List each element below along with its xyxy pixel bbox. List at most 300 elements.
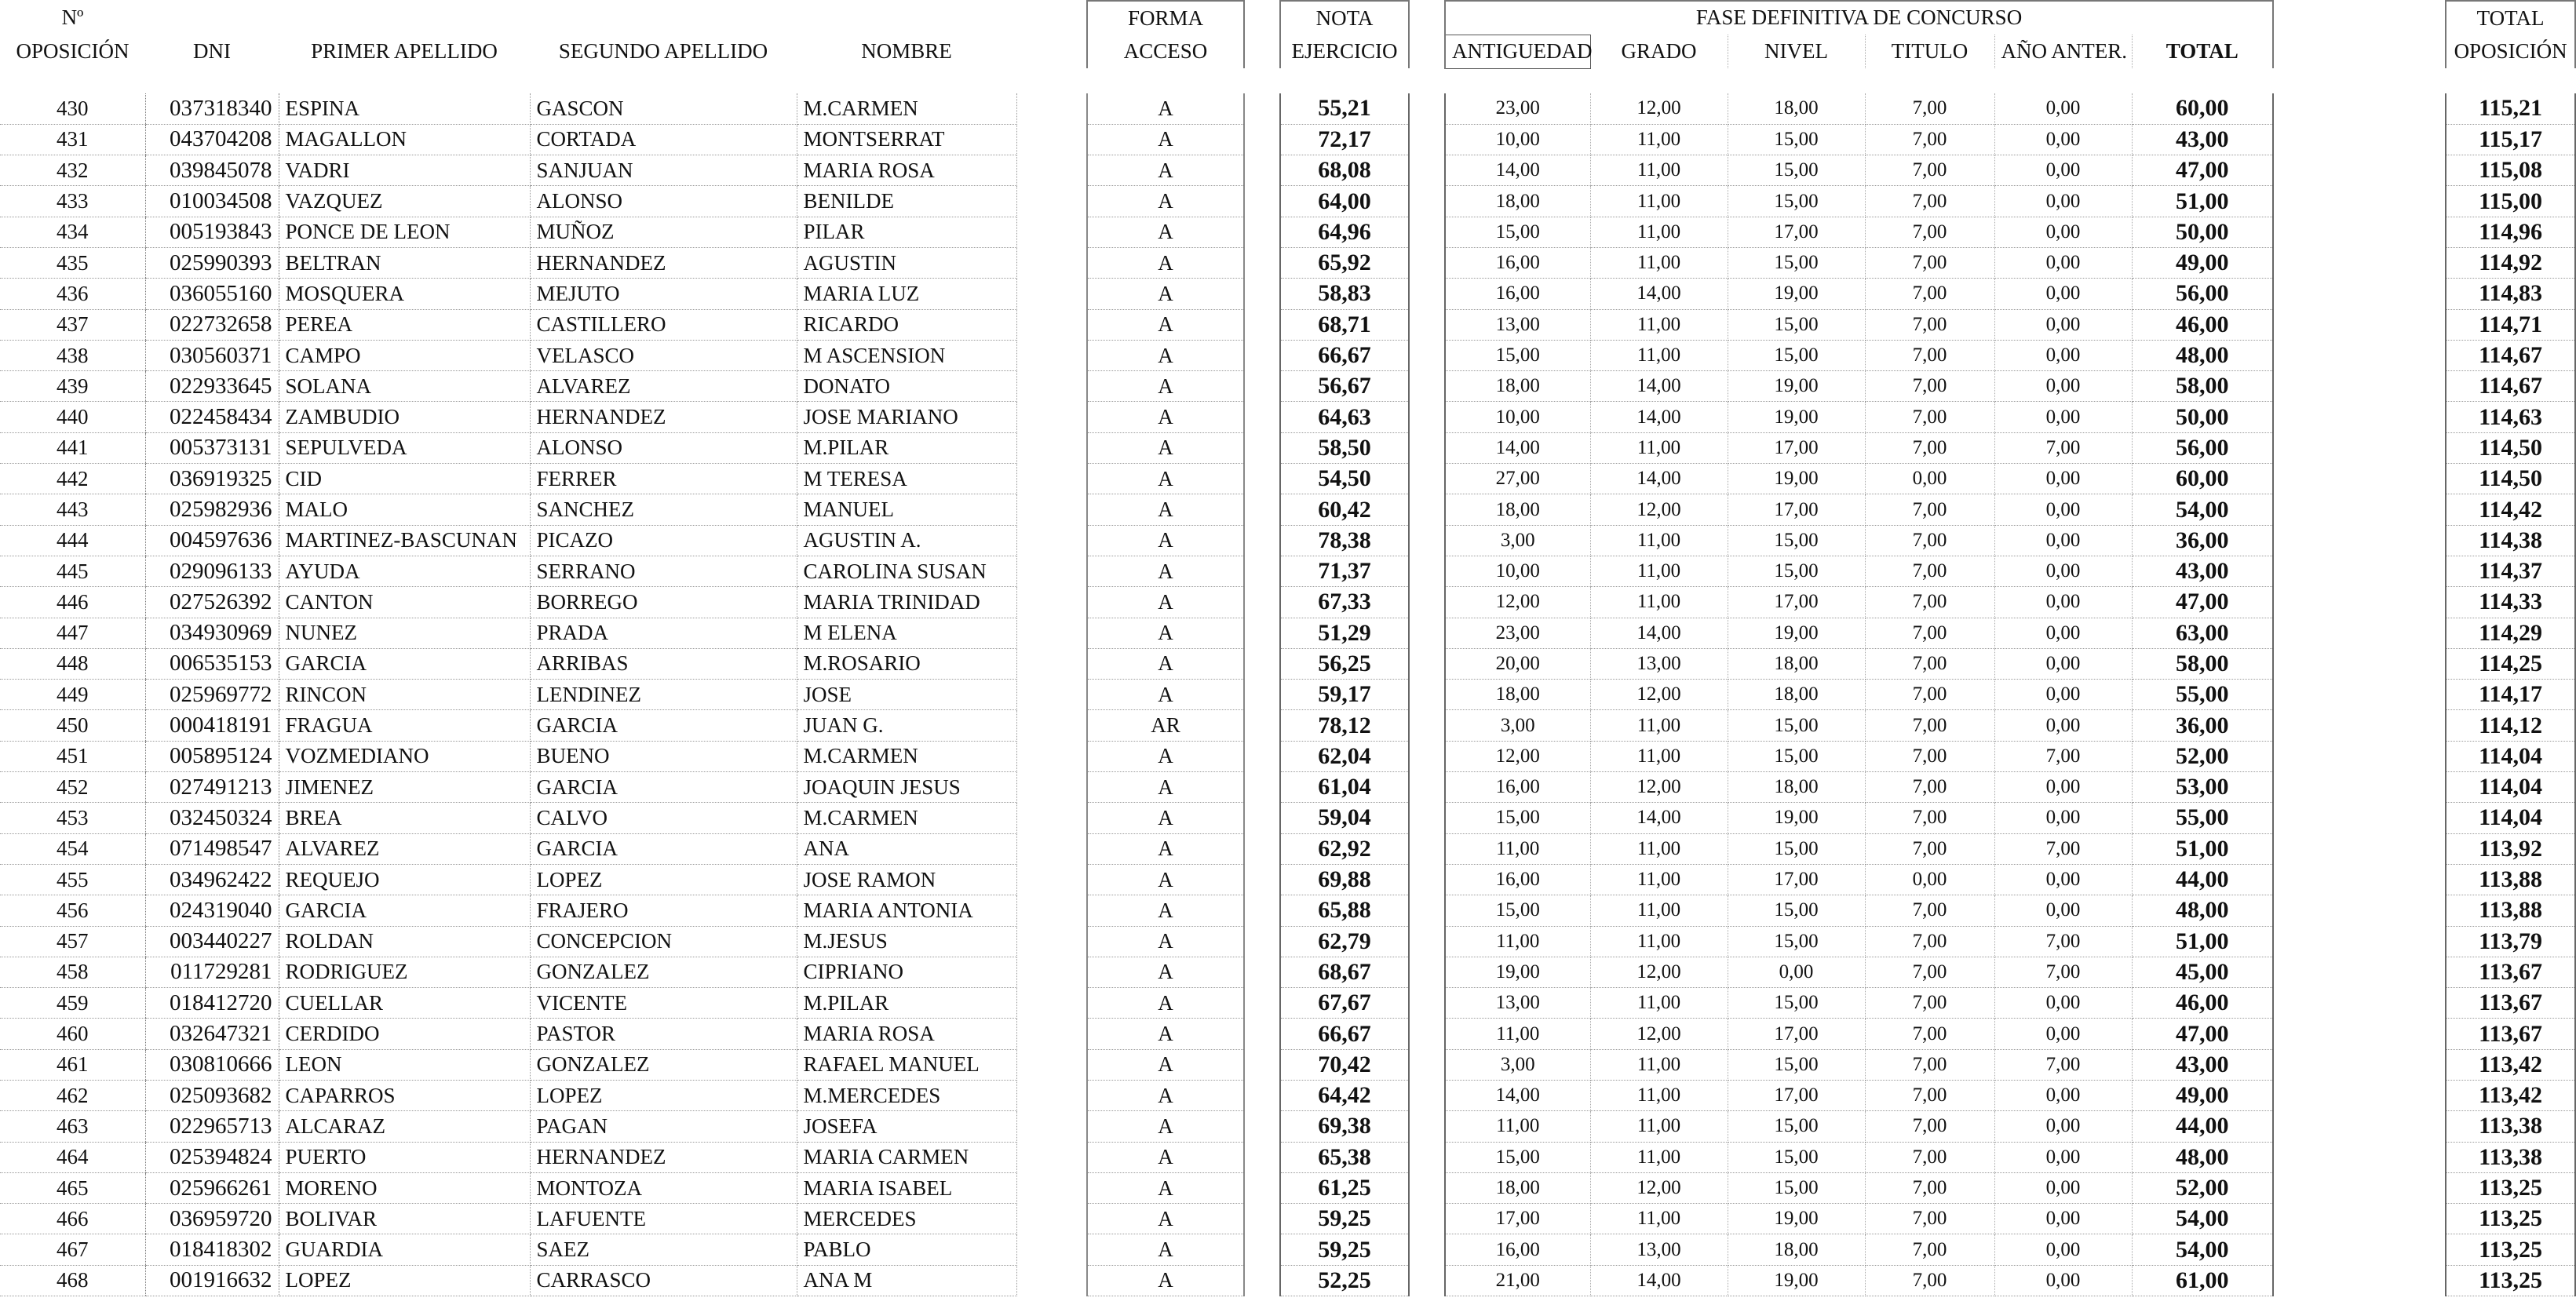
- cell-nota: 58,50: [1280, 432, 1409, 463]
- cell-nivel: 15,00: [1728, 710, 1865, 741]
- cell-apellido1: REQUEJO: [279, 864, 530, 895]
- cell-antiguedad: 13,00: [1445, 988, 1590, 1019]
- cell-total-oposicion: 114,83: [2446, 279, 2575, 309]
- cell-antiguedad: 18,00: [1445, 680, 1590, 710]
- header-forma-bottom: ACCESO: [1087, 35, 1244, 68]
- cell-total-oposicion: 113,25: [2446, 1234, 2575, 1265]
- header-nota-bottom: EJERCICIO: [1280, 35, 1409, 68]
- cell-grado: 11,00: [1590, 833, 1728, 864]
- cell-dni: 004597636: [145, 525, 279, 556]
- cell-num: 464: [0, 1142, 145, 1172]
- cell-nombre: JOSE: [797, 680, 1016, 710]
- cell-nombre: MANUEL: [797, 494, 1016, 525]
- table-row: [0, 648, 2575, 679]
- cell-nombre: RAFAEL MANUEL: [797, 1049, 1016, 1080]
- cell-titulo: 7,00: [1865, 1081, 1994, 1111]
- cell-titulo: 7,00: [1865, 432, 1994, 463]
- cell-acceso: A: [1087, 464, 1244, 494]
- cell-nombre: JOSE MARIANO: [797, 402, 1016, 432]
- cell-nombre: ANA M: [797, 1265, 1016, 1296]
- cell-apellido1: MALO: [279, 494, 530, 525]
- cell-titulo: 7,00: [1865, 186, 1994, 217]
- cell-dni: 022458434: [145, 402, 279, 432]
- cell-titulo: 7,00: [1865, 93, 1994, 124]
- cell-nota: 68,67: [1280, 957, 1409, 987]
- cell-total-oposicion: 114,17: [2446, 680, 2575, 710]
- cell-apellido2: CORTADA: [530, 124, 797, 155]
- cell-nota: 62,79: [1280, 926, 1409, 957]
- cell-total: 60,00: [2132, 93, 2273, 124]
- cell-total-oposicion: 113,88: [2446, 895, 2575, 926]
- header-row-1: [0, 1, 2575, 35]
- cell-apellido2: ALVAREZ: [530, 371, 797, 402]
- cell-apellido1: ZAMBUDIO: [279, 402, 530, 432]
- cell-ano-anter: 0,00: [1994, 1111, 2132, 1142]
- cell-apellido2: GARCIA: [530, 772, 797, 803]
- cell-dni: 030560371: [145, 340, 279, 370]
- cell-total: 54,00: [2132, 494, 2273, 525]
- cell-grado: 11,00: [1590, 525, 1728, 556]
- cell-total: 51,00: [2132, 833, 2273, 864]
- cell-nivel: 15,00: [1728, 186, 1865, 217]
- cell-acceso: A: [1087, 988, 1244, 1019]
- cell-apellido1: MAGALLON: [279, 124, 530, 155]
- cell-acceso: A: [1087, 1265, 1244, 1296]
- cell-acceso: A: [1087, 279, 1244, 309]
- cell-ano-anter: 0,00: [1994, 1234, 2132, 1265]
- cell-total: 55,00: [2132, 680, 2273, 710]
- cell-ano-anter: 7,00: [1994, 741, 2132, 771]
- cell-nombre: CIPRIANO: [797, 957, 1016, 987]
- cell-nombre: AGUSTIN: [797, 247, 1016, 278]
- cell-nota: 59,17: [1280, 680, 1409, 710]
- cell-nivel: 15,00: [1728, 833, 1865, 864]
- cell-total: 47,00: [2132, 587, 2273, 618]
- cell-apellido2: CARRASCO: [530, 1265, 797, 1296]
- cell-apellido1: ALCARAZ: [279, 1111, 530, 1142]
- cell-acceso: A: [1087, 93, 1244, 124]
- cell-apellido2: CASTILLERO: [530, 309, 797, 340]
- cell-titulo: 7,00: [1865, 155, 1994, 186]
- cell-total-oposicion: 114,04: [2446, 741, 2575, 771]
- cell-apellido1: BELTRAN: [279, 247, 530, 278]
- cell-dni: 025966261: [145, 1172, 279, 1203]
- cell-dni: 032647321: [145, 1019, 279, 1049]
- cell-nota: 55,21: [1280, 93, 1409, 124]
- cell-nivel: 15,00: [1728, 340, 1865, 370]
- cell-nombre: M.ROSARIO: [797, 648, 1016, 679]
- cell-titulo: 7,00: [1865, 1172, 1994, 1203]
- cell-antiguedad: 18,00: [1445, 1172, 1590, 1203]
- cell-ano-anter: 0,00: [1994, 648, 2132, 679]
- cell-apellido1: PEREA: [279, 309, 530, 340]
- cell-apellido1: MORENO: [279, 1172, 530, 1203]
- cell-dni: 030810666: [145, 1049, 279, 1080]
- cell-num: 458: [0, 957, 145, 987]
- header-apellido2: SEGUNDO APELLIDO: [558, 39, 768, 63]
- header-total: TOTAL: [2132, 35, 2273, 68]
- table-row: [0, 1172, 2575, 1203]
- cell-nota: 68,71: [1280, 309, 1409, 340]
- cell-apellido2: PICAZO: [530, 525, 797, 556]
- cell-nivel: 0,00: [1728, 957, 1865, 987]
- cell-ano-anter: 0,00: [1994, 803, 2132, 833]
- cell-total-oposicion: 114,33: [2446, 587, 2575, 618]
- cell-apellido2: CONCEPCION: [530, 926, 797, 957]
- cell-apellido1: ALVAREZ: [279, 833, 530, 864]
- table-row: [0, 1204, 2575, 1234]
- cell-apellido1: MARTINEZ-BASCUNAN: [279, 525, 530, 556]
- cell-ano-anter: 0,00: [1994, 1019, 2132, 1049]
- cell-nombre: RICARDO: [797, 309, 1016, 340]
- cell-grado: 11,00: [1590, 1204, 1728, 1234]
- cell-apellido2: FRAJERO: [530, 895, 797, 926]
- cell-apellido1: VOZMEDIANO: [279, 741, 530, 771]
- cell-acceso: A: [1087, 1081, 1244, 1111]
- cell-nombre: M ELENA: [797, 618, 1016, 648]
- cell-nota: 64,96: [1280, 217, 1409, 247]
- cell-apellido2: SAEZ: [530, 1234, 797, 1265]
- cell-grado: 11,00: [1590, 155, 1728, 186]
- cell-grado: 14,00: [1590, 371, 1728, 402]
- cell-apellido1: MOSQUERA: [279, 279, 530, 309]
- cell-total-oposicion: 115,17: [2446, 124, 2575, 155]
- cell-titulo: 7,00: [1865, 833, 1994, 864]
- cell-nombre: MARIA ROSA: [797, 1019, 1016, 1049]
- cell-total: 48,00: [2132, 1142, 2273, 1172]
- cell-acceso: A: [1087, 957, 1244, 987]
- table-row: [0, 1081, 2575, 1111]
- results-body: [0, 93, 2575, 1296]
- cell-total-oposicion: 113,67: [2446, 957, 2575, 987]
- cell-grado: 11,00: [1590, 710, 1728, 741]
- cell-grado: 12,00: [1590, 93, 1728, 124]
- cell-nombre: BENILDE: [797, 186, 1016, 217]
- cell-grado: 14,00: [1590, 402, 1728, 432]
- cell-nombre: MARIA ROSA: [797, 155, 1016, 186]
- cell-num: 448: [0, 648, 145, 679]
- cell-num: 447: [0, 618, 145, 648]
- cell-dni: 036055160: [145, 279, 279, 309]
- cell-num: 442: [0, 464, 145, 494]
- cell-apellido2: PRADA: [530, 618, 797, 648]
- cell-nivel: 15,00: [1728, 741, 1865, 771]
- cell-apellido1: FRAGUA: [279, 710, 530, 741]
- cell-nivel: 19,00: [1728, 1204, 1865, 1234]
- cell-nombre: MONTSERRAT: [797, 124, 1016, 155]
- cell-apellido1: LOPEZ: [279, 1265, 530, 1296]
- cell-antiguedad: 3,00: [1445, 1049, 1590, 1080]
- table-row: [0, 494, 2575, 525]
- cell-apellido2: MUÑOZ: [530, 217, 797, 247]
- cell-grado: 12,00: [1590, 494, 1728, 525]
- cell-apellido1: CAPARROS: [279, 1081, 530, 1111]
- cell-dni: 018412720: [145, 988, 279, 1019]
- header-total-op-bottom: OPOSICIÓN: [2446, 35, 2575, 68]
- cell-total-oposicion: 113,88: [2446, 864, 2575, 895]
- cell-total: 54,00: [2132, 1234, 2273, 1265]
- cell-dni: 003440227: [145, 926, 279, 957]
- cell-grado: 14,00: [1590, 1265, 1728, 1296]
- cell-ano-anter: 7,00: [1994, 833, 2132, 864]
- cell-apellido1: CAMPO: [279, 340, 530, 370]
- cell-acceso: A: [1087, 648, 1244, 679]
- cell-grado: 14,00: [1590, 803, 1728, 833]
- cell-acceso: A: [1087, 371, 1244, 402]
- cell-titulo: 7,00: [1865, 741, 1994, 771]
- cell-ano-anter: 0,00: [1994, 1204, 2132, 1234]
- cell-nota: 60,42: [1280, 494, 1409, 525]
- cell-grado: 12,00: [1590, 1172, 1728, 1203]
- cell-total-oposicion: 114,71: [2446, 309, 2575, 340]
- cell-dni: 022732658: [145, 309, 279, 340]
- cell-num: 457: [0, 926, 145, 957]
- cell-grado: 11,00: [1590, 124, 1728, 155]
- cell-titulo: 7,00: [1865, 648, 1994, 679]
- cell-ano-anter: 0,00: [1994, 556, 2132, 586]
- cell-total-oposicion: 113,25: [2446, 1265, 2575, 1296]
- cell-num: 451: [0, 741, 145, 771]
- cell-nota: 78,38: [1280, 525, 1409, 556]
- cell-nota: 68,08: [1280, 155, 1409, 186]
- cell-antiguedad: 12,00: [1445, 741, 1590, 771]
- cell-total: 49,00: [2132, 247, 2273, 278]
- cell-nivel: 15,00: [1728, 155, 1865, 186]
- cell-grado: 12,00: [1590, 1019, 1728, 1049]
- cell-apellido2: VELASCO: [530, 340, 797, 370]
- cell-antiguedad: 18,00: [1445, 186, 1590, 217]
- cell-num: 467: [0, 1234, 145, 1265]
- cell-ano-anter: 0,00: [1994, 988, 2132, 1019]
- cell-nombre: AGUSTIN A.: [797, 525, 1016, 556]
- cell-ano-anter: 0,00: [1994, 155, 2132, 186]
- table-row: [0, 93, 2575, 124]
- table-row: [0, 833, 2575, 864]
- cell-nombre: M ASCENSION: [797, 340, 1016, 370]
- cell-acceso: A: [1087, 432, 1244, 463]
- cell-nombre: JOSEFA: [797, 1111, 1016, 1142]
- cell-num: 431: [0, 124, 145, 155]
- cell-apellido1: NUNEZ: [279, 618, 530, 648]
- cell-ano-anter: 0,00: [1994, 371, 2132, 402]
- cell-total-oposicion: 113,67: [2446, 1019, 2575, 1049]
- cell-total-oposicion: 113,42: [2446, 1049, 2575, 1080]
- cell-apellido1: CANTON: [279, 587, 530, 618]
- cell-antiguedad: 12,00: [1445, 587, 1590, 618]
- cell-dni: 036959720: [145, 1204, 279, 1234]
- table-row: [0, 432, 2575, 463]
- cell-ano-anter: 0,00: [1994, 1265, 2132, 1296]
- cell-grado: 12,00: [1590, 680, 1728, 710]
- cell-num: 437: [0, 309, 145, 340]
- cell-nombre: DONATO: [797, 371, 1016, 402]
- cell-num: 459: [0, 988, 145, 1019]
- cell-apellido2: LAFUENTE: [530, 1204, 797, 1234]
- table-row: [0, 618, 2575, 648]
- cell-antiguedad: 16,00: [1445, 247, 1590, 278]
- cell-nivel: 15,00: [1728, 895, 1865, 926]
- cell-dni: 025982936: [145, 494, 279, 525]
- cell-total-oposicion: 114,92: [2446, 247, 2575, 278]
- cell-nota: 61,04: [1280, 772, 1409, 803]
- cell-antiguedad: 10,00: [1445, 556, 1590, 586]
- cell-ano-anter: 0,00: [1994, 402, 2132, 432]
- cell-antiguedad: 23,00: [1445, 93, 1590, 124]
- cell-ano-anter: 0,00: [1994, 93, 2132, 124]
- cell-nota: 62,04: [1280, 741, 1409, 771]
- cell-apellido1: GARCIA: [279, 648, 530, 679]
- cell-antiguedad: 15,00: [1445, 895, 1590, 926]
- cell-grado: 11,00: [1590, 988, 1728, 1019]
- table-row: [0, 1265, 2575, 1296]
- cell-apellido1: RODRIGUEZ: [279, 957, 530, 987]
- cell-titulo: 7,00: [1865, 988, 1994, 1019]
- cell-acceso: A: [1087, 340, 1244, 370]
- cell-total-oposicion: 113,67: [2446, 988, 2575, 1019]
- cell-nombre: JOAQUIN JESUS: [797, 772, 1016, 803]
- cell-num: 454: [0, 833, 145, 864]
- cell-nombre: JUAN G.: [797, 710, 1016, 741]
- cell-apellido2: LOPEZ: [530, 1081, 797, 1111]
- cell-acceso: A: [1087, 895, 1244, 926]
- cell-apellido2: BUENO: [530, 741, 797, 771]
- cell-nota: 56,25: [1280, 648, 1409, 679]
- header-apellido1: PRIMER APELLIDO: [311, 39, 498, 63]
- cell-antiguedad: 18,00: [1445, 494, 1590, 525]
- cell-grado: 11,00: [1590, 1111, 1728, 1142]
- cell-total: 48,00: [2132, 340, 2273, 370]
- cell-nombre: MARIA ANTONIA: [797, 895, 1016, 926]
- cell-apellido2: HERNANDEZ: [530, 1142, 797, 1172]
- cell-apellido2: GASCON: [530, 93, 797, 124]
- cell-nivel: 17,00: [1728, 587, 1865, 618]
- cell-apellido1: BOLIVAR: [279, 1204, 530, 1234]
- cell-total-oposicion: 114,37: [2446, 556, 2575, 586]
- cell-apellido1: GUARDIA: [279, 1234, 530, 1265]
- cell-num: 434: [0, 217, 145, 247]
- cell-apellido2: LENDINEZ: [530, 680, 797, 710]
- table-row: [0, 556, 2575, 586]
- cell-apellido2: FERRER: [530, 464, 797, 494]
- cell-apellido1: RINCON: [279, 680, 530, 710]
- cell-ano-anter: 0,00: [1994, 710, 2132, 741]
- cell-acceso: A: [1087, 833, 1244, 864]
- cell-nota: 65,38: [1280, 1142, 1409, 1172]
- cell-antiguedad: 17,00: [1445, 1204, 1590, 1234]
- cell-titulo: 7,00: [1865, 556, 1994, 586]
- cell-acceso: A: [1087, 525, 1244, 556]
- cell-acceso: A: [1087, 864, 1244, 895]
- cell-num: 433: [0, 186, 145, 217]
- cell-apellido2: PAGAN: [530, 1111, 797, 1142]
- cell-apellido2: MONTOZA: [530, 1172, 797, 1203]
- cell-num: 456: [0, 895, 145, 926]
- cell-nivel: 19,00: [1728, 1265, 1865, 1296]
- cell-dni: 018418302: [145, 1234, 279, 1265]
- cell-apellido1: ESPINA: [279, 93, 530, 124]
- cell-num: 468: [0, 1265, 145, 1296]
- cell-titulo: 7,00: [1865, 279, 1994, 309]
- cell-nivel: 15,00: [1728, 1049, 1865, 1080]
- table-row: [0, 803, 2575, 833]
- cell-num: 453: [0, 803, 145, 833]
- cell-num: 439: [0, 371, 145, 402]
- cell-antiguedad: 3,00: [1445, 525, 1590, 556]
- cell-nivel: 18,00: [1728, 648, 1865, 679]
- header-row-2: [0, 35, 2575, 68]
- cell-total: 46,00: [2132, 988, 2273, 1019]
- cell-total: 50,00: [2132, 402, 2273, 432]
- cell-nombre: MARIA LUZ: [797, 279, 1016, 309]
- cell-acceso: A: [1087, 587, 1244, 618]
- cell-antiguedad: 11,00: [1445, 1019, 1590, 1049]
- cell-total-oposicion: 113,38: [2446, 1111, 2575, 1142]
- cell-titulo: 7,00: [1865, 1204, 1994, 1234]
- cell-titulo: 7,00: [1865, 680, 1994, 710]
- cell-apellido2: SERRANO: [530, 556, 797, 586]
- cell-apellido1: VADRI: [279, 155, 530, 186]
- cell-total: 52,00: [2132, 1172, 2273, 1203]
- cell-titulo: 7,00: [1865, 1049, 1994, 1080]
- cell-nota: 52,25: [1280, 1265, 1409, 1296]
- table-row: [0, 895, 2575, 926]
- cell-dni: 022965713: [145, 1111, 279, 1142]
- cell-apellido1: ROLDAN: [279, 926, 530, 957]
- cell-acceso: A: [1087, 494, 1244, 525]
- cell-dni: 011729281: [145, 957, 279, 987]
- cell-apellido2: GONZALEZ: [530, 1049, 797, 1080]
- cell-titulo: 7,00: [1865, 1265, 1994, 1296]
- cell-num: 438: [0, 340, 145, 370]
- cell-ano-anter: 0,00: [1994, 247, 2132, 278]
- cell-dni: 027491213: [145, 772, 279, 803]
- table-row: [0, 864, 2575, 895]
- cell-acceso: A: [1087, 1111, 1244, 1142]
- cell-antiguedad: 16,00: [1445, 279, 1590, 309]
- cell-nivel: 15,00: [1728, 988, 1865, 1019]
- cell-nombre: M.JESUS: [797, 926, 1016, 957]
- cell-antiguedad: 14,00: [1445, 432, 1590, 463]
- cell-nivel: 17,00: [1728, 432, 1865, 463]
- cell-nivel: 15,00: [1728, 556, 1865, 586]
- cell-titulo: 7,00: [1865, 1142, 1994, 1172]
- cell-apellido1: CID: [279, 464, 530, 494]
- cell-num: 462: [0, 1081, 145, 1111]
- cell-apellido1: CUELLAR: [279, 988, 530, 1019]
- cell-grado: 14,00: [1590, 464, 1728, 494]
- cell-num: 441: [0, 432, 145, 463]
- cell-antiguedad: 15,00: [1445, 1142, 1590, 1172]
- cell-nota: 59,04: [1280, 803, 1409, 833]
- cell-total: 58,00: [2132, 371, 2273, 402]
- cell-total-oposicion: 114,67: [2446, 371, 2575, 402]
- cell-apellido2: GONZALEZ: [530, 957, 797, 987]
- cell-acceso: A: [1087, 741, 1244, 771]
- cell-total: 58,00: [2132, 648, 2273, 679]
- cell-acceso: A: [1087, 155, 1244, 186]
- cell-total: 52,00: [2132, 741, 2273, 771]
- cell-dni: 005373131: [145, 432, 279, 463]
- cell-nivel: 15,00: [1728, 1111, 1865, 1142]
- cell-nota: 61,25: [1280, 1172, 1409, 1203]
- cell-total: 53,00: [2132, 772, 2273, 803]
- cell-ano-anter: 7,00: [1994, 1049, 2132, 1080]
- cell-nombre: PABLO: [797, 1234, 1016, 1265]
- header-nota-top: NOTA: [1280, 1, 1409, 35]
- table-row: [0, 464, 2575, 494]
- cell-nivel: 18,00: [1728, 772, 1865, 803]
- cell-total-oposicion: 114,67: [2446, 340, 2575, 370]
